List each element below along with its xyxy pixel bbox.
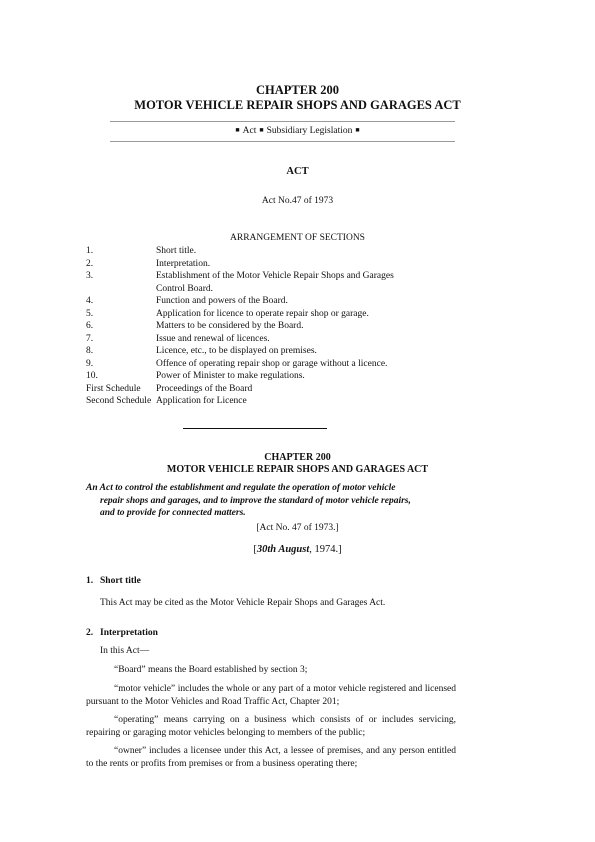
- toc-title: Application for licence to operate repair shop or garage.: [156, 308, 369, 319]
- date-text: 30th August: [256, 544, 310, 555]
- toc-title: Offence of operating repair shop or garage without a licence.: [156, 358, 388, 369]
- definition-operating: “operating” means carrying on a business which consists of or includes servicing, repairing or garaging motor vehicles belonging to members of the public;: [86, 715, 456, 738]
- divider-bottom: [110, 141, 455, 142]
- toc-row[interactable]: [86, 320, 466, 333]
- toc-title: Control Board.: [156, 283, 213, 294]
- nav-subsidiary-link[interactable]: Subsidiary Legislation: [266, 126, 353, 136]
- toc-number: 8.: [86, 346, 94, 356]
- toc-row[interactable]: [86, 283, 466, 296]
- toc-title: Proceedings of the Board: [156, 383, 253, 394]
- toc-title: Licence, etc., to be displayed on premises.: [156, 346, 317, 356]
- document-nav: [0, 126, 595, 136]
- toc-row[interactable]: [86, 395, 466, 408]
- section-heading-2: [86, 628, 158, 638]
- toc-title: Interpretation.: [156, 258, 211, 269]
- toc-row[interactable]: [86, 333, 466, 346]
- section-number: 2.: [86, 628, 94, 638]
- toc-number: 1.: [86, 246, 94, 256]
- arrangement-heading: ARRANGEMENT OF SECTIONS: [230, 233, 365, 243]
- definition-owner: “owner” includes a licensee under this Act, a lessee of premises, and any person entitled to the rents or profits from premises or from a business operating there;: [86, 746, 456, 769]
- date-open: [: [253, 544, 257, 555]
- toc-row[interactable]: [86, 370, 466, 383]
- toc-number: 3.: [86, 271, 94, 281]
- toc-number: 2.: [86, 258, 94, 269]
- body-chapter-heading: CHAPTER 200: [264, 452, 331, 463]
- toc-row[interactable]: [86, 258, 466, 271]
- toc-row[interactable]: [86, 308, 466, 321]
- toc-row[interactable]: [86, 245, 466, 258]
- chapter-heading: CHAPTER 200: [256, 83, 339, 97]
- toc-number: Second Schedule: [86, 396, 152, 406]
- toc-number: 6.: [86, 321, 94, 331]
- section-title: Short title: [100, 576, 141, 586]
- toc-title: Issue and renewal of licences.: [156, 333, 270, 344]
- toc-title: Function and powers of the Board.: [156, 296, 288, 306]
- toc-row[interactable]: [86, 345, 466, 358]
- toc-number: First Schedule: [86, 383, 141, 394]
- long-title: [86, 482, 456, 520]
- toc-number: 4.: [86, 296, 94, 306]
- bullet-icon: ■: [235, 126, 240, 134]
- section-1-text: This Act may be cited as the Motor Vehicle Repair Shops and Garages Act.: [100, 598, 386, 608]
- toc-title: Power of Minister to make regulations.: [156, 371, 305, 381]
- section-number: 1.: [86, 576, 94, 586]
- toc-title: Short title.: [156, 246, 197, 256]
- body-act-title: MOTOR VEHICLE REPAIR SHOPS AND GARAGES ACT: [166, 464, 429, 475]
- definition-board: “Board” means the Board established by section 3;: [114, 665, 308, 675]
- section-heading-1: [86, 576, 141, 586]
- definition-motor-vehicle: “motor vehicle” includes the whole or any part of a motor vehicle registered and licensed pursuant to the Motor Vehicles and Road Traffic Act, Chapter 201;: [86, 684, 456, 707]
- toc-row[interactable]: [86, 383, 466, 396]
- section-separator: [183, 428, 327, 429]
- long-title-line: An Act to control the establishment and regulate the operation of motor vehicle: [86, 483, 396, 493]
- toc-number: [86, 283, 156, 296]
- section-2-intro: In this Act—: [100, 646, 150, 656]
- bullet-icon: ■: [259, 126, 264, 134]
- bullet-icon: ■: [355, 126, 360, 134]
- toc-number: 9.: [86, 358, 94, 369]
- toc-title: Matters to be considered by the Board.: [156, 321, 304, 331]
- act-number: Act No.47 of 1973: [261, 196, 334, 206]
- long-title-line: repair shops and garages, and to improve the standard of motor vehicle repairs,: [100, 495, 411, 506]
- toc-number: 7.: [86, 333, 94, 344]
- toc-row[interactable]: [86, 295, 466, 308]
- toc-row[interactable]: [86, 358, 466, 371]
- act-title: MOTOR VEHICLE REPAIR SHOPS AND GARAGES ACT: [134, 98, 461, 112]
- toc-number: 5.: [86, 308, 94, 319]
- act-reference: [Act No. 47 of 1973.]: [256, 523, 339, 533]
- nav-act-link[interactable]: Act: [242, 126, 257, 136]
- section-title: Interpretation: [100, 628, 158, 638]
- toc-number: 10.: [86, 371, 98, 381]
- commencement-date: [0, 544, 595, 555]
- date-close: , 1974.]: [309, 544, 342, 555]
- toc-title: Application for Licence: [156, 396, 247, 406]
- divider-top: [110, 121, 455, 122]
- long-title-line: and to provide for connected matters.: [100, 508, 246, 518]
- act-heading: ACT: [286, 166, 309, 177]
- toc-title: Establishment of the Motor Vehicle Repair Shops and Garages: [156, 271, 394, 281]
- toc-row[interactable]: [86, 270, 466, 283]
- arrangement-of-sections: [86, 245, 466, 408]
